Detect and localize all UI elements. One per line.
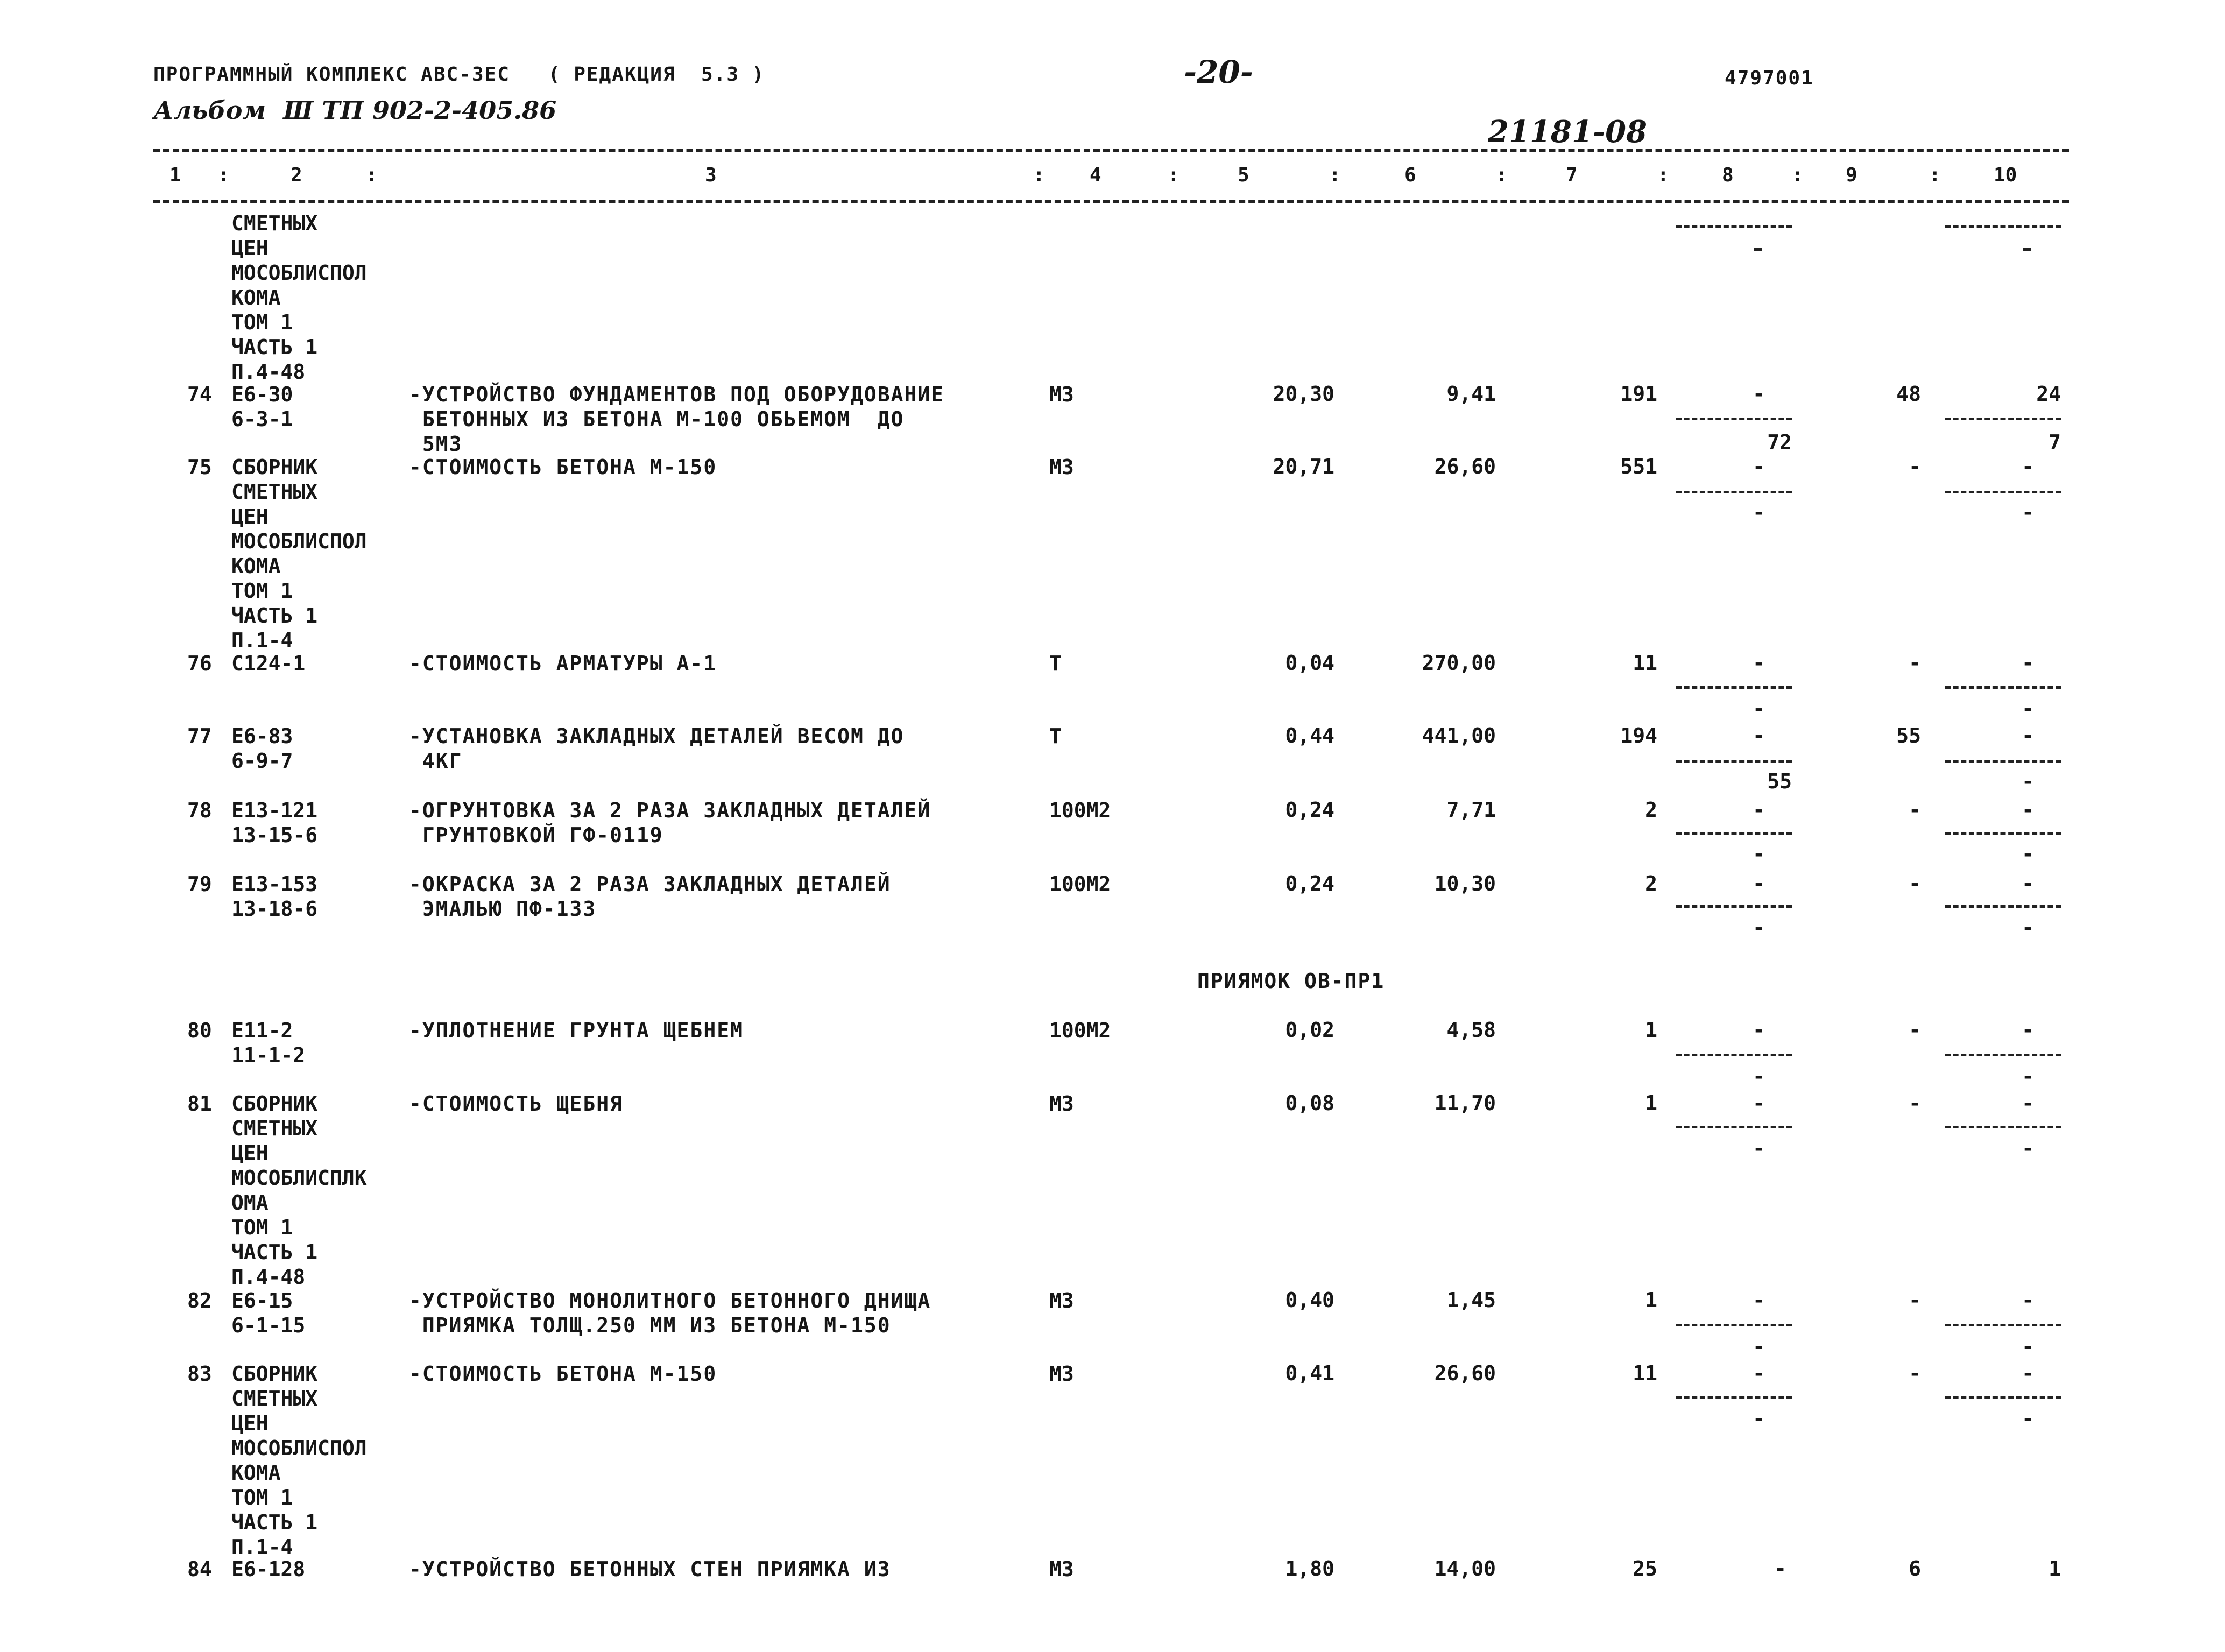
row-col10-bottom: -	[2022, 1407, 2034, 1430]
row-col8-top: -	[1753, 872, 1765, 895]
row-code: Е11-2 11-1-2	[231, 1019, 306, 1067]
row-unit-price: 14,00	[1434, 1557, 1496, 1580]
row-total: 2	[1645, 872, 1657, 895]
row-description: -ОКРАСКА ЗА 2 РАЗА ЗАКЛАДНЫХ ДЕТАЛЕЙ ЭМАЛЬЮ ПФ-133	[409, 872, 891, 921]
row-unit: М3	[1049, 383, 1074, 406]
row-col10-bottom: 7	[2049, 430, 2061, 454]
program-title: ПРОГРАММНЫЙ КОМПЛЕКС АВС-ЗЕС ( РЕДАКЦИЯ 5.3 )	[153, 63, 765, 86]
row-col8-top: -	[1753, 1091, 1765, 1115]
row-code: СМЕТНЫХ ЦЕН МОСОБЛИСПОЛ КОМА ТОМ 1 ЧАСТЬ 1 П.4-48	[231, 211, 367, 384]
row-description: -УСТРОЙСТВО ФУНДАМЕНТОВ ПОД ОБОРУДОВАНИЕ БЕТОННЫХ ИЗ БЕТОНА М-100 ОБЬЕМОМ ДО 5М3	[409, 383, 945, 456]
row-code: Е6-15 6-1-15	[231, 1289, 306, 1337]
column-header-5: 5	[1238, 164, 1249, 186]
row-description: -СТОИМОСТЬ ЩЕБНЯ	[409, 1092, 624, 1116]
row-c8-bottom-mark	[1754, 248, 1762, 251]
column-header-3: 3	[705, 164, 717, 186]
row-unit-price: 26,60	[1434, 455, 1496, 478]
section-title: ПРИЯМОК ОВ-ПР1	[1197, 969, 1385, 993]
column-header-8: 8	[1722, 164, 1734, 186]
row-total: 191	[1620, 382, 1657, 406]
row-unit-price: 11,70	[1434, 1091, 1496, 1115]
row-col8-bottom: 72	[1767, 430, 1792, 454]
row-unit-price: 9,41	[1446, 382, 1496, 406]
row-code: СБОРНИК СМЕТНЫХ ЦЕН МОСОБЛИСПОЛ КОМА ТОМ 1 ЧАСТЬ 1 П.1-4	[231, 455, 367, 652]
row-quantity: 0,02	[1285, 1018, 1334, 1042]
row-unit-price: 26,60	[1434, 1361, 1496, 1385]
row-col8-bottom: 55	[1767, 769, 1792, 793]
row-col9: 48	[1896, 382, 1921, 406]
column-header-2: 2	[291, 164, 302, 186]
row-col10-bottom: -	[2022, 769, 2034, 793]
row-number: 79	[187, 872, 212, 896]
row-description: -УСТРОЙСТВО МОНОЛИТНОГО БЕТОННОГО ДНИЩА ПРИЯМКА ТОЛЩ.250 ММ ИЗ БЕТОНА М-150	[409, 1289, 931, 1337]
row-total: 11	[1633, 651, 1657, 675]
column-header-1: 1	[169, 164, 181, 186]
row-number: 81	[187, 1092, 212, 1116]
row-unit-price: 270,00	[1422, 651, 1496, 675]
row-col8-top: -	[1753, 1288, 1765, 1312]
row-col10-top: -	[2022, 1018, 2034, 1042]
header-bottom-rule	[153, 200, 2069, 203]
row-unit: М3	[1049, 1289, 1074, 1312]
row-unit: Т	[1049, 652, 1062, 675]
row-quantity: 20,71	[1273, 455, 1334, 478]
column-header-4: 4	[1090, 164, 1101, 186]
row-col9: -	[1909, 1361, 1921, 1385]
top-rule	[153, 149, 2069, 152]
row-number: 78	[187, 799, 212, 822]
row-total: 11	[1633, 1361, 1657, 1385]
row-col9: -	[1909, 872, 1921, 895]
row-total: 1	[1645, 1288, 1657, 1312]
row-unit: Т	[1049, 724, 1062, 748]
document-code: 21181-08	[1488, 114, 1647, 150]
row-col10-top: 1	[2049, 1557, 2061, 1580]
row-unit: М3	[1049, 1362, 1074, 1386]
row-description: -СТОИМОСТЬ БЕТОНА М-150	[409, 455, 717, 479]
row-col8-bottom: -	[1753, 916, 1765, 940]
row-unit: М3	[1049, 1092, 1074, 1116]
row-total: 551	[1620, 455, 1657, 478]
row-total: 25	[1633, 1557, 1657, 1580]
row-quantity: 1,80	[1285, 1557, 1334, 1580]
row-quantity: 0,04	[1285, 651, 1334, 675]
row-col8-top: -	[1774, 1557, 1786, 1580]
row-col8-bottom: -	[1753, 500, 1765, 524]
row-col8-top: -	[1753, 1361, 1765, 1385]
row-unit: М3	[1049, 455, 1074, 479]
row-quantity: 0,24	[1285, 798, 1334, 822]
row-number: 83	[187, 1362, 212, 1386]
page-number: -20-	[1184, 54, 1253, 90]
row-unit-price: 4,58	[1446, 1018, 1496, 1042]
row-code: СБОРНИК СМЕТНЫХ ЦЕН МОСОБЛИСПОЛ КОМА ТОМ 1 ЧАСТЬ 1 П.1-4	[231, 1362, 367, 1559]
row-col10-bottom: -	[2022, 697, 2034, 721]
row-unit: 100М2	[1049, 1019, 1111, 1042]
row-col8-top: -	[1753, 455, 1765, 478]
row-col10-top: -	[2022, 1091, 2034, 1115]
row-total: 194	[1620, 724, 1657, 747]
row-number: 84	[187, 1557, 212, 1581]
row-col10-top: 24	[2036, 382, 2061, 406]
row-quantity: 0,41	[1285, 1361, 1334, 1385]
row-number: 75	[187, 455, 212, 479]
row-number: 80	[187, 1019, 212, 1042]
column-header-6: 6	[1404, 164, 1416, 186]
row-col8-bottom: -	[1753, 1407, 1765, 1430]
row-col9: -	[1909, 1018, 1921, 1042]
row-col8-top: -	[1753, 724, 1765, 747]
row-c10-bottom-mark	[2023, 248, 2031, 251]
row-code: СБОРНИК СМЕТНЫХ ЦЕН МОСОБЛИСПЛК ОМА ТОМ 1 ЧАСТЬ 1 П.4-48	[231, 1092, 367, 1289]
row-col10-bottom: -	[2022, 916, 2034, 940]
row-unit: М3	[1049, 1557, 1074, 1581]
row-quantity: 0,40	[1285, 1288, 1334, 1312]
row-col10-top: -	[2022, 455, 2034, 478]
row-col8-bottom: -	[1753, 842, 1765, 866]
row-unit: 100М2	[1049, 799, 1111, 822]
row-col9: 55	[1896, 724, 1921, 747]
row-number: 77	[187, 724, 212, 748]
row-total: 2	[1645, 798, 1657, 822]
row-description: -УСТАНОВКА ЗАКЛАДНЫХ ДЕТАЛЕЙ ВЕСОМ ДО 4КГ	[409, 724, 905, 773]
row-col8-bottom: -	[1753, 1136, 1765, 1160]
row-unit: 100М2	[1049, 872, 1111, 896]
row-col10-top: -	[2022, 1361, 2034, 1385]
row-number: 74	[187, 383, 212, 406]
row-unit-price: 1,45	[1446, 1288, 1496, 1312]
row-number: 76	[187, 652, 212, 675]
row-total: 1	[1645, 1091, 1657, 1115]
row-total: 1	[1645, 1018, 1657, 1042]
row-col10-bottom: -	[2022, 842, 2034, 866]
row-col8-bottom: -	[1753, 697, 1765, 721]
row-col10-top: -	[2022, 798, 2034, 822]
row-description: -ОГРУНТОВКА ЗА 2 РАЗА ЗАКЛАДНЫХ ДЕТАЛЕЙ ГРУНТОВКОЙ ГФ-0119	[409, 799, 931, 847]
row-code: С124-1	[231, 652, 306, 675]
row-col10-bottom: -	[2022, 500, 2034, 524]
row-col10-bottom: -	[2022, 1335, 2034, 1358]
row-code: Е6-128	[231, 1557, 306, 1581]
row-description: -СТОИМОСТЬ АРМАТУРЫ А-1	[409, 652, 717, 675]
album-reference: Альбом Ⅲ ТП 902-2-405.86	[153, 96, 557, 125]
row-quantity: 0,44	[1285, 724, 1334, 747]
row-unit-price: 10,30	[1434, 872, 1496, 895]
row-description: -СТОИМОСТЬ БЕТОНА М-150	[409, 1362, 717, 1386]
row-col10-bottom: -	[2022, 1064, 2034, 1088]
row-col10-top: -	[2022, 651, 2034, 675]
row-code: Е13-153 13-18-6	[231, 872, 318, 921]
row-col9: -	[1909, 1288, 1921, 1312]
row-col10-top: -	[2022, 724, 2034, 747]
row-col9: -	[1909, 798, 1921, 822]
row-col9: -	[1909, 651, 1921, 675]
row-code: Е6-30 6-3-1	[231, 383, 293, 431]
row-code: Е13-121 13-15-6	[231, 799, 318, 847]
row-unit-price: 7,71	[1446, 798, 1496, 822]
row-quantity: 0,08	[1285, 1091, 1334, 1115]
row-col9: -	[1909, 1091, 1921, 1115]
row-quantity: 20,30	[1273, 382, 1334, 406]
row-col8-top: -	[1753, 382, 1765, 406]
row-col8-bottom: -	[1753, 1335, 1765, 1358]
row-unit-price: 441,00	[1422, 724, 1496, 747]
row-quantity: 0,24	[1285, 872, 1334, 895]
row-code: Е6-83 6-9-7	[231, 724, 293, 773]
row-col8-top: -	[1753, 1018, 1765, 1042]
column-header-9: 9	[1846, 164, 1857, 186]
row-col8-bottom: -	[1753, 1064, 1765, 1088]
column-header-7: 7	[1566, 164, 1578, 186]
row-description: -УПЛОТНЕНИЕ ГРУНТА ЩЕБНЕМ	[409, 1019, 744, 1042]
row-col10-top: -	[2022, 1288, 2034, 1312]
row-number: 82	[187, 1289, 212, 1312]
column-header-10: 10	[1994, 164, 2017, 186]
row-col8-top: -	[1753, 651, 1765, 675]
row-col9: 6	[1909, 1557, 1921, 1580]
row-col8-top: -	[1753, 798, 1765, 822]
row-col10-top: -	[2022, 872, 2034, 895]
row-col9: -	[1909, 455, 1921, 478]
row-col10-bottom: -	[2022, 1136, 2034, 1160]
row-description: -УСТРОЙСТВО БЕТОННЫХ СТЕН ПРИЯМКА ИЗ	[409, 1557, 891, 1581]
doc-number: 4797001	[1725, 67, 1814, 89]
